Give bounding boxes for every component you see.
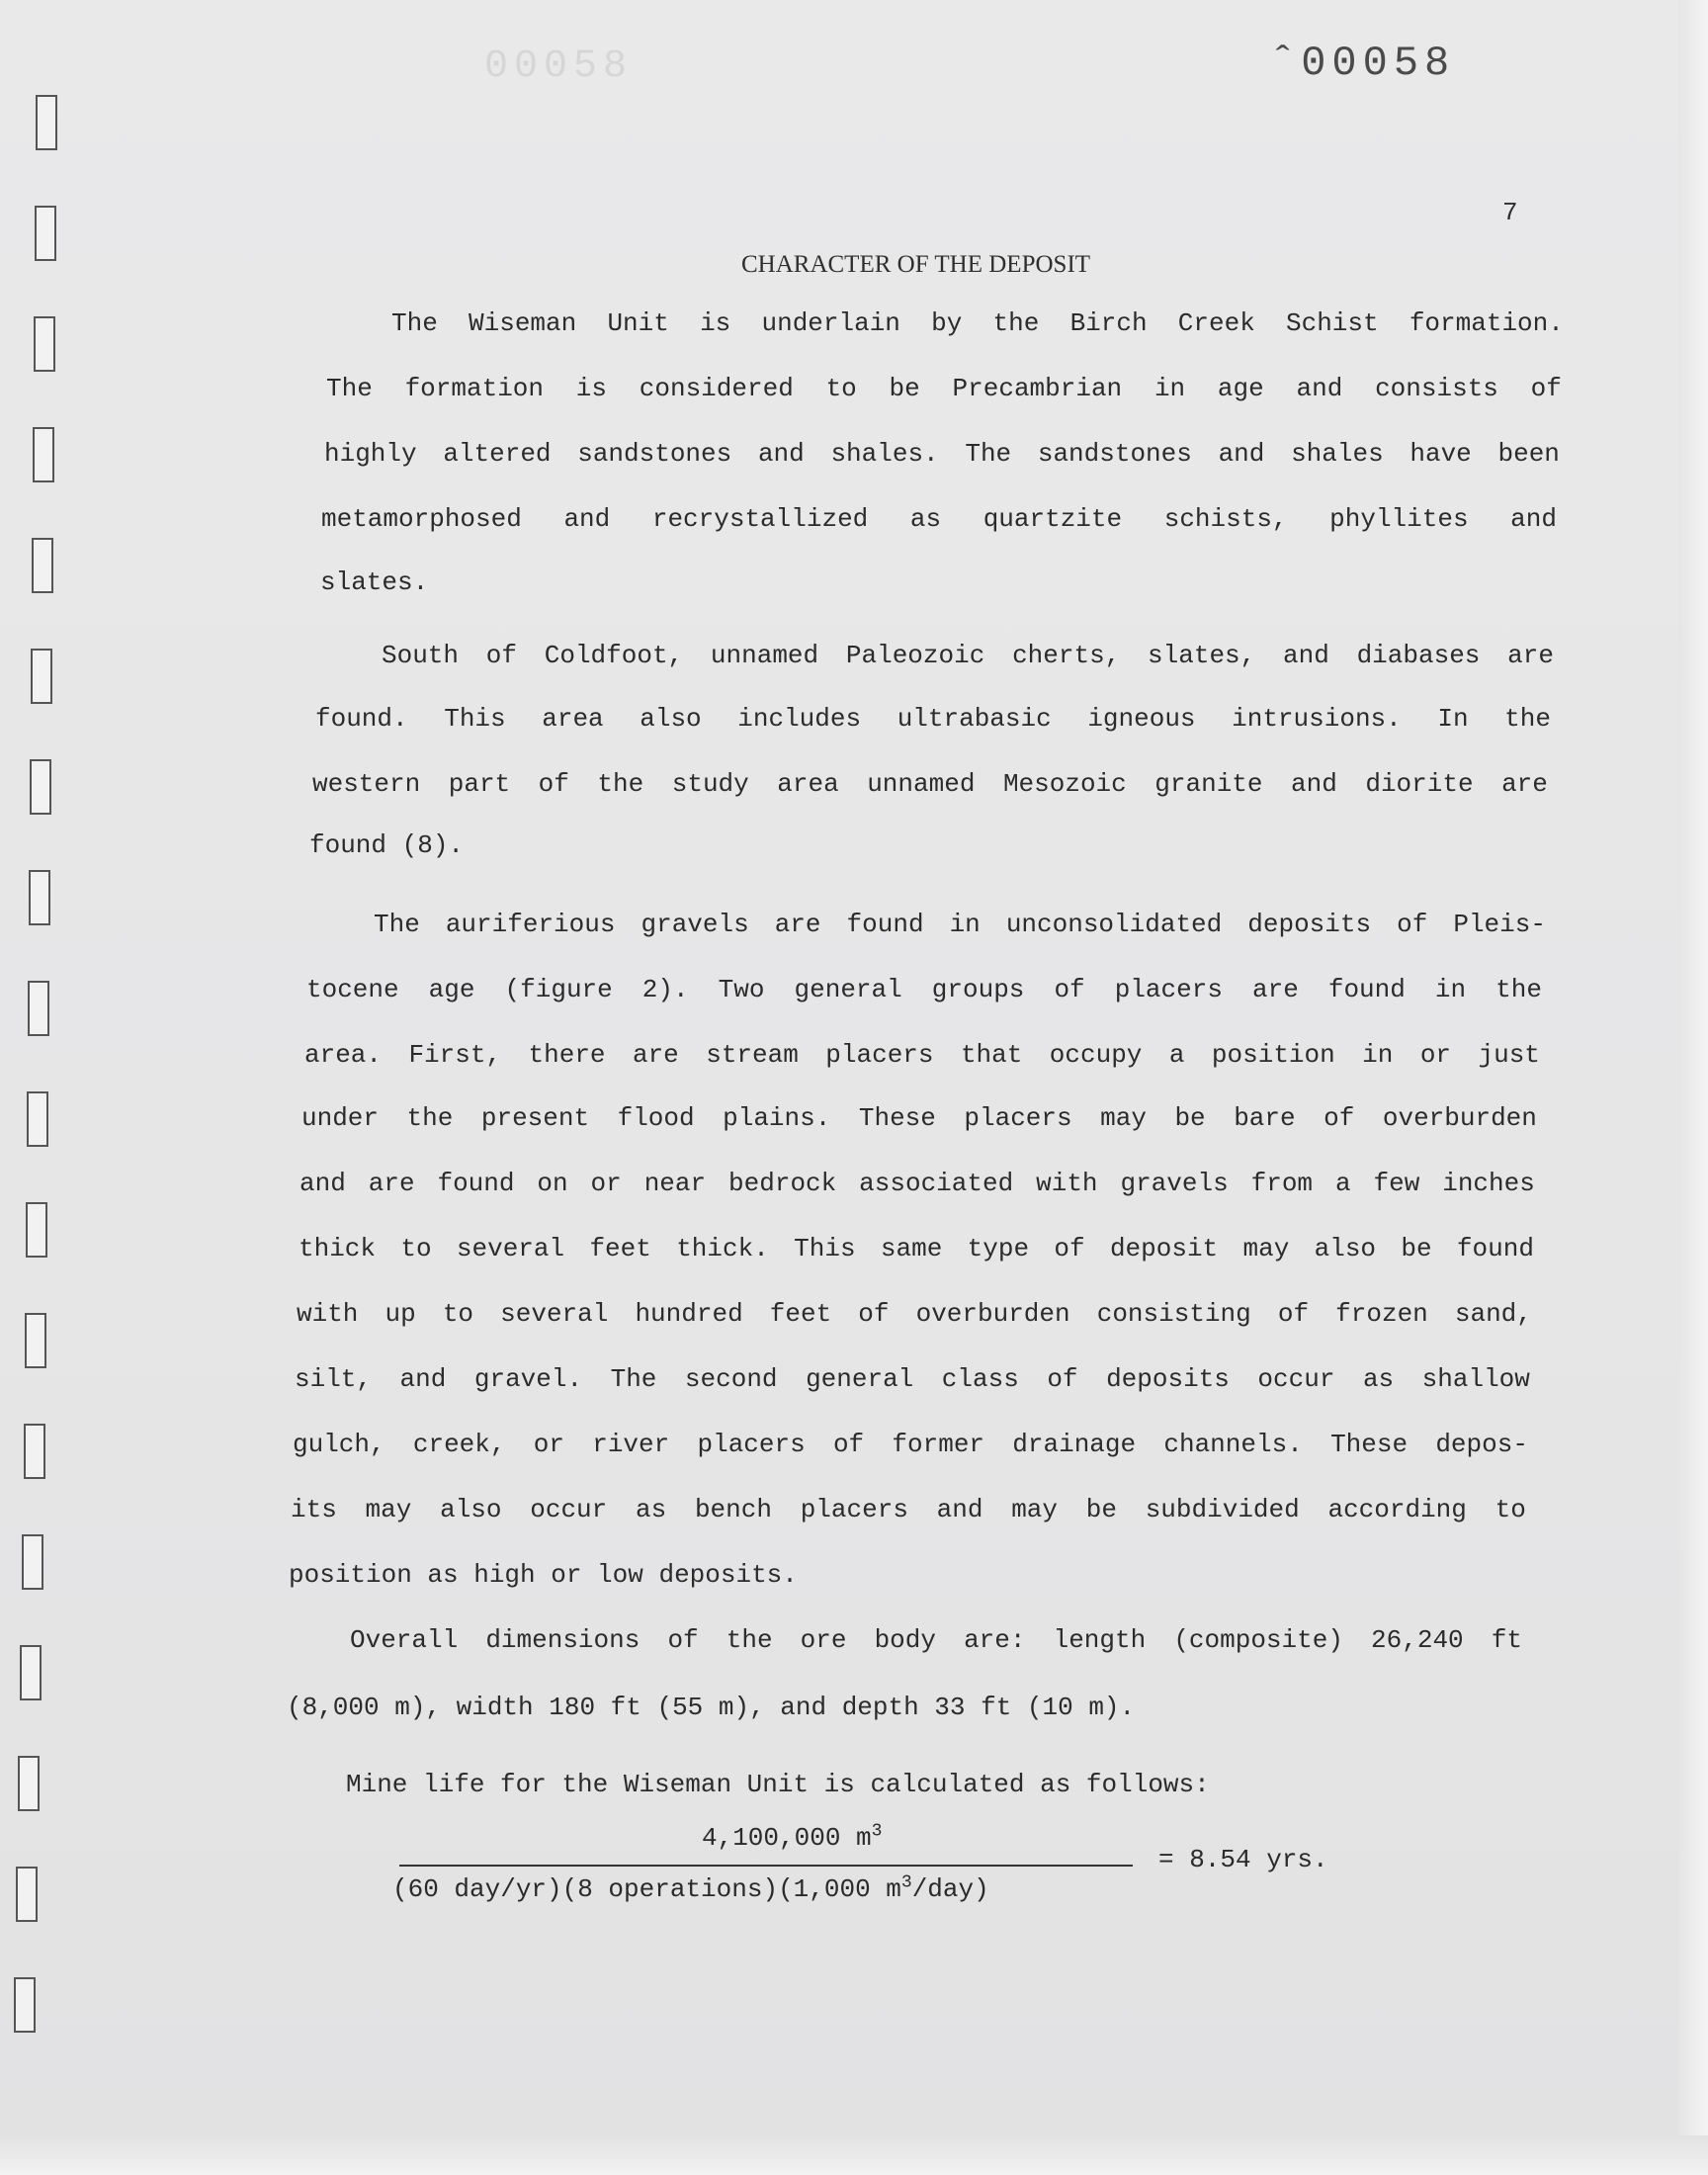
word: shales. (830, 439, 939, 469)
word: present (480, 1103, 590, 1133)
word: The (965, 439, 1012, 469)
word: study (671, 769, 749, 799)
word: found. (315, 704, 408, 734)
binder-hole (36, 95, 57, 150)
word: under (301, 1103, 380, 1133)
word: intrusions. (1232, 704, 1402, 734)
formula-denominator-exponent: 3 (900, 1872, 912, 1893)
word: may (365, 1495, 412, 1524)
word: the (726, 1625, 773, 1655)
ghost-stamp: 00058 (484, 44, 634, 89)
word: found (1327, 975, 1406, 1004)
word: as (636, 1495, 667, 1524)
text-line (324, 439, 1560, 469)
word: feet (589, 1234, 651, 1263)
word: be (889, 374, 920, 403)
word: placers (964, 1103, 1072, 1133)
word: by (931, 308, 963, 338)
word: ultrabasic (897, 704, 1052, 734)
word: a (1334, 1169, 1351, 1198)
word: Two (718, 975, 765, 1004)
word: on (537, 1169, 568, 1198)
document-stamp: ˆ00058 (1270, 40, 1456, 87)
word: flood (617, 1103, 695, 1133)
word: unnamed (710, 641, 819, 670)
word: Wiseman (469, 308, 577, 338)
word: the (1504, 704, 1551, 734)
word: deposits (1106, 1364, 1230, 1394)
word: age (1217, 374, 1264, 403)
word: river (592, 1430, 670, 1459)
word: position (1211, 1040, 1335, 1070)
word: 26,240 (1371, 1625, 1464, 1655)
word: overburden (915, 1299, 1070, 1329)
word: found (1456, 1234, 1534, 1263)
word: recrystallized (651, 504, 869, 534)
word: are (632, 1040, 679, 1070)
binder-holes (0, 0, 79, 2175)
word: of (1397, 910, 1428, 939)
word: type (967, 1234, 1030, 1263)
binder-hole (32, 538, 53, 593)
binder-hole (34, 316, 55, 372)
word: formation. (1409, 308, 1564, 338)
word: same (880, 1234, 943, 1263)
fraction-bar (399, 1865, 1133, 1867)
word: Paleozoic (845, 641, 985, 670)
word: 2). (641, 975, 689, 1004)
word: that (960, 1040, 1023, 1070)
word: general (794, 975, 902, 1004)
text-line (391, 308, 1564, 338)
text-line (321, 504, 1557, 534)
word: unnamed (867, 769, 976, 799)
word: In (1437, 704, 1469, 734)
word: sandstones (577, 439, 732, 469)
word: inches (1442, 1169, 1535, 1198)
word: be (1401, 1234, 1432, 1263)
word: is (575, 374, 607, 403)
word: altered (443, 439, 552, 469)
binder-hole (27, 1091, 48, 1147)
word: just (1478, 1040, 1540, 1070)
word: to (442, 1299, 474, 1329)
word: may (1011, 1495, 1059, 1524)
text-line (374, 910, 1546, 939)
word: (figure (504, 975, 613, 1004)
word: occur (530, 1495, 608, 1524)
text-line: found (8). (309, 830, 465, 860)
word: shales (1291, 439, 1384, 469)
word: diorite (1365, 769, 1474, 799)
text-line (304, 1040, 1540, 1070)
word: to (400, 1234, 432, 1263)
word: creek, (412, 1430, 506, 1459)
word: gravels (640, 910, 749, 939)
text-line: position as high or low deposits. (289, 1560, 798, 1590)
formula-denominator-tail: /day) (911, 1874, 989, 1904)
word: and (1291, 769, 1337, 799)
word: tocene (306, 975, 399, 1004)
word: its (291, 1495, 337, 1524)
word: highly (324, 439, 417, 469)
word: class (941, 1364, 1019, 1394)
text-line (299, 1234, 1534, 1263)
word: quartzite (982, 504, 1123, 534)
word: slates, (1148, 641, 1256, 670)
word: Overall (350, 1625, 459, 1655)
text-line (291, 1495, 1526, 1524)
word: feet (769, 1299, 832, 1329)
word: formation (404, 374, 545, 403)
word: several (456, 1234, 565, 1263)
text-line (382, 641, 1554, 670)
word: and (563, 504, 611, 534)
word: The (610, 1364, 657, 1394)
word: placers (697, 1430, 806, 1459)
word: area (542, 704, 604, 734)
word: Coldfoot, (544, 641, 684, 670)
word: as (1362, 1364, 1395, 1394)
word: is (700, 308, 731, 338)
word: drainage (1012, 1430, 1137, 1459)
word: Pleis- (1453, 910, 1546, 939)
word: diabases (1356, 641, 1481, 670)
word: of (1054, 1234, 1085, 1263)
word: First, (408, 1040, 502, 1070)
formula-numerator-text: 4,100,000 m (702, 1823, 872, 1853)
word: and (1218, 439, 1265, 469)
word: subdivided (1145, 1495, 1300, 1524)
word: body (874, 1625, 936, 1655)
word: consists (1375, 374, 1498, 403)
word: bedrock (728, 1169, 837, 1198)
word: The (391, 308, 438, 338)
word: up (384, 1299, 416, 1329)
word: silt, (295, 1364, 373, 1394)
word: deposit (1109, 1234, 1219, 1263)
binder-hole (20, 1645, 42, 1700)
word: are (1501, 769, 1548, 799)
binder-hole (22, 1534, 43, 1590)
word: includes (737, 704, 862, 734)
word: may (1100, 1103, 1147, 1133)
word: in (1362, 1040, 1394, 1070)
word: and (757, 439, 805, 469)
word: gravel. (473, 1364, 583, 1394)
word: channels. (1163, 1430, 1303, 1459)
word: schists, (1163, 504, 1288, 534)
word: The (374, 910, 420, 939)
text-line: Mine life for the Wiseman Unit is calculated as follows: (346, 1770, 1210, 1799)
word: or (533, 1430, 564, 1459)
word: the (992, 308, 1040, 338)
word: groups (931, 975, 1025, 1004)
binder-hole (33, 427, 54, 482)
word: These (858, 1103, 936, 1133)
word: shallow (1421, 1364, 1530, 1394)
word: several (500, 1299, 609, 1329)
binder-hole (14, 1977, 36, 2033)
word: have (1409, 439, 1472, 469)
word: frozen (1335, 1299, 1428, 1329)
word: The (326, 374, 373, 403)
word: as (909, 504, 942, 534)
word: may (1242, 1234, 1290, 1263)
word: thick (299, 1234, 377, 1263)
word: South (382, 641, 460, 670)
word: with (297, 1299, 359, 1329)
word: in (949, 910, 981, 939)
text-line (315, 704, 1551, 734)
word: the (406, 1103, 454, 1133)
word: placers (825, 1040, 934, 1070)
binder-hole (35, 206, 56, 261)
word: hundred (635, 1299, 743, 1329)
word: of (1047, 1364, 1078, 1394)
word: there (528, 1040, 606, 1070)
word: This (444, 704, 506, 734)
word: are (368, 1169, 415, 1198)
word: and (1510, 504, 1557, 534)
formula-numerator-exponent: 3 (871, 1821, 883, 1842)
word: be (1174, 1103, 1206, 1133)
word: in (1434, 975, 1467, 1004)
binder-hole (25, 1313, 46, 1368)
word: of (1324, 1103, 1355, 1133)
word: also (440, 1495, 502, 1524)
word: phyllites (1329, 504, 1469, 534)
binder-hole (16, 1867, 38, 1922)
formula-numerator (702, 1823, 882, 1853)
word: This (794, 1234, 856, 1263)
word: been (1497, 439, 1560, 469)
word: ore (800, 1625, 847, 1655)
word: part (448, 769, 511, 799)
text-line (297, 1299, 1532, 1329)
word: area. (304, 1040, 383, 1070)
word: also (640, 704, 702, 734)
word: Unit (607, 308, 669, 338)
page-edge (1678, 0, 1708, 2175)
word: western (312, 769, 421, 799)
word: These (1330, 1430, 1409, 1459)
word: are (1507, 641, 1554, 670)
text-line (295, 1364, 1530, 1394)
section-heading: CHARACTER OF THE DEPOSIT (741, 251, 1091, 278)
word: area (777, 769, 839, 799)
word: occur (1257, 1364, 1335, 1394)
word: sand, (1454, 1299, 1532, 1329)
word: length (1053, 1625, 1147, 1655)
word: considered (639, 374, 794, 403)
word: Schist (1286, 308, 1379, 338)
word: cherts, (1012, 641, 1121, 670)
word: of (538, 769, 569, 799)
word: be (1085, 1495, 1117, 1524)
text-line: (8,000 m), width 180 ft (55 m), and depth 33 ft (10 m). (287, 1693, 1136, 1722)
page-number: 7 (1502, 198, 1518, 227)
word: associated (859, 1169, 1014, 1198)
word: bare (1234, 1103, 1296, 1133)
word: overburden (1382, 1103, 1537, 1133)
word: the (597, 769, 644, 799)
word: or (1419, 1040, 1452, 1070)
word: second (684, 1364, 778, 1394)
word: are (774, 910, 821, 939)
word: sandstones (1037, 439, 1192, 469)
formula-denominator (392, 1874, 989, 1904)
word: Creek (1177, 308, 1255, 338)
word: general (806, 1364, 914, 1394)
word: Birch (1069, 308, 1148, 338)
text-line: slates. (320, 567, 429, 597)
word: Precambrian (952, 374, 1123, 403)
word: metamorphosed (321, 504, 522, 534)
page-bottom-edge (0, 2135, 1708, 2175)
word: in (1153, 374, 1186, 403)
word: a (1168, 1040, 1185, 1070)
word: underlain (761, 308, 900, 338)
text-line (301, 1103, 1537, 1133)
word: igneous (1087, 704, 1196, 734)
word: depos- (1435, 1430, 1528, 1459)
binder-hole (29, 870, 50, 925)
text-line (350, 1625, 1522, 1655)
word: found (437, 1169, 515, 1198)
word: found (846, 910, 924, 939)
word: of (858, 1299, 890, 1329)
text-line (299, 1169, 1535, 1198)
word: dimensions (485, 1625, 640, 1655)
word: of (485, 641, 517, 670)
word: stream (706, 1040, 799, 1070)
word: gravels (1120, 1169, 1229, 1198)
word: also (1314, 1234, 1377, 1263)
binder-hole (30, 759, 51, 815)
word: auriferious (445, 910, 616, 939)
word: age (428, 975, 475, 1004)
word: of (1054, 975, 1085, 1004)
word: and (299, 1169, 346, 1198)
formula-result: = 8.54 yrs. (1158, 1845, 1328, 1874)
word: to (825, 374, 857, 403)
word: to (1494, 1495, 1526, 1524)
binder-hole (24, 1424, 45, 1479)
word: unconsolidated (1005, 910, 1223, 939)
word: deposits (1247, 910, 1372, 939)
word: of (832, 1430, 865, 1459)
binder-hole (28, 981, 49, 1036)
word: bench (694, 1495, 772, 1524)
word: of (667, 1625, 699, 1655)
word: few (1373, 1169, 1420, 1198)
formula-denominator-text: (60 day/yr)(8 operations)(1,000 m (392, 1874, 901, 1904)
word: are (1251, 975, 1299, 1004)
binder-hole (26, 1202, 47, 1258)
text-line (312, 769, 1548, 799)
word: are: (964, 1625, 1026, 1655)
word: placers (800, 1495, 908, 1524)
binder-hole (31, 649, 52, 704)
word: of (1277, 1299, 1310, 1329)
word: or (590, 1169, 622, 1198)
word: (composite) (1173, 1625, 1343, 1655)
word: placers (1114, 975, 1223, 1004)
word: and (1296, 374, 1343, 403)
word: from (1250, 1169, 1314, 1198)
word: former (892, 1430, 985, 1459)
word: consisting (1096, 1299, 1251, 1329)
text-line (326, 374, 1562, 403)
word: plains. (723, 1103, 831, 1133)
word: near (643, 1169, 707, 1198)
word: gulch, (293, 1430, 385, 1459)
word: occupy (1049, 1040, 1143, 1070)
word: and (936, 1495, 983, 1524)
word: ft (1491, 1625, 1522, 1655)
word: of (1530, 374, 1562, 403)
text-line (306, 975, 1542, 1004)
binder-hole (18, 1756, 40, 1811)
word: according (1327, 1495, 1467, 1524)
word: the (1495, 975, 1542, 1004)
word: and (1283, 641, 1329, 670)
word: thick. (676, 1234, 769, 1263)
word: with (1036, 1169, 1098, 1198)
word: and (399, 1364, 447, 1394)
word: granite (1154, 769, 1263, 799)
word: Mesozoic (1002, 769, 1127, 799)
text-line (293, 1430, 1528, 1459)
